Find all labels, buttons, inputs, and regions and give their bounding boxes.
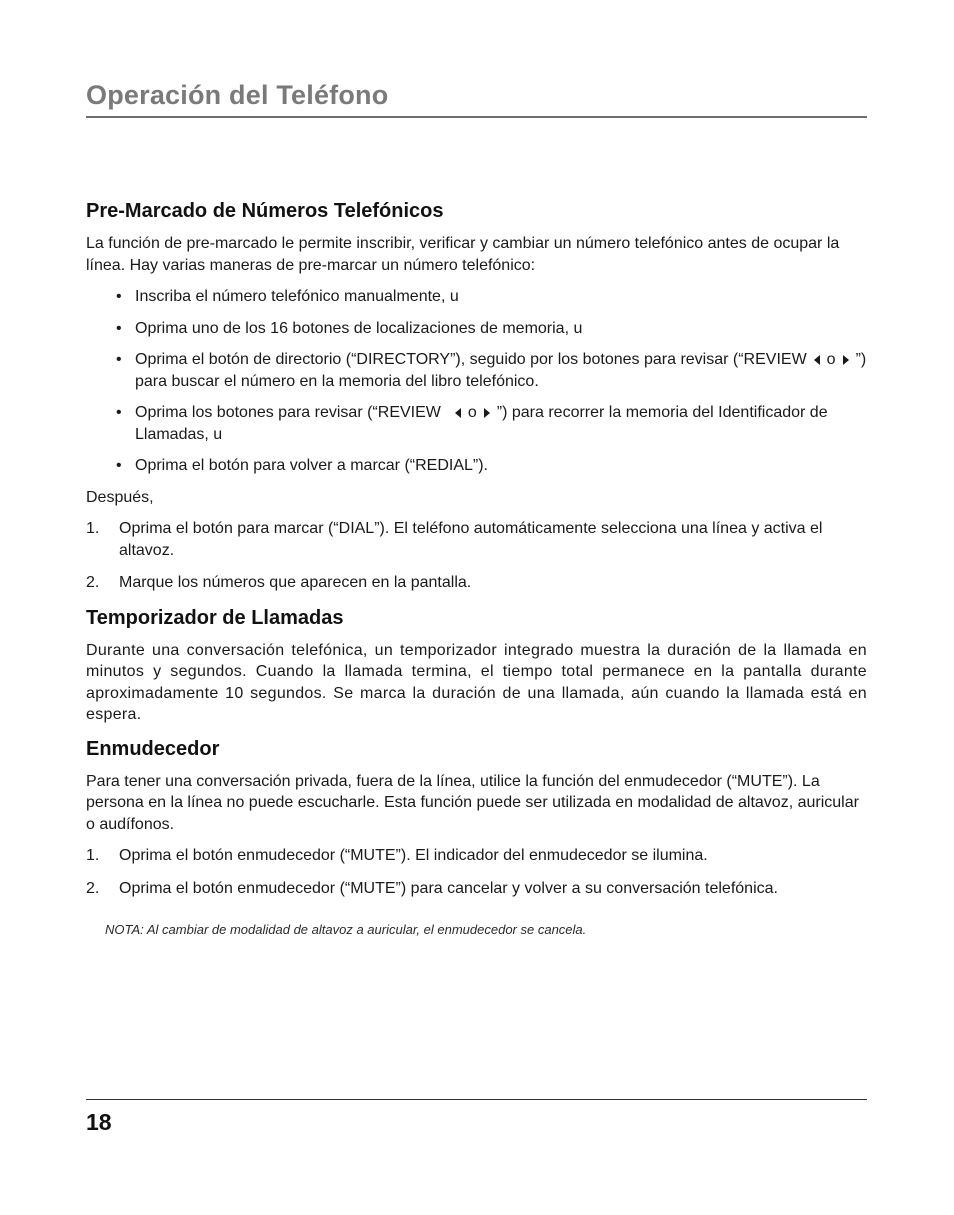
bullet-text: Oprima uno de los 16 botones de localizaciones de memoria, u [135, 319, 583, 337]
review-left-arrow-icon [455, 408, 461, 418]
bullet-item [116, 349, 867, 392]
step-item [86, 518, 867, 561]
step-item [86, 878, 867, 900]
bullet-text: Oprima el botón de directorio (“DIRECTORY”), seguido por los botones para revisar (“REVIEW [135, 351, 807, 368]
after-label: Después, [86, 488, 154, 506]
page-content [86, 198, 867, 941]
step-text: Oprima el botón para marcar (“DIAL”). El teléfono automáticamente selecciona una línea y activa el altavoz. [119, 520, 823, 559]
bullet-text: ”) para recorrer la memoria del Identificador de Llamadas, u [135, 404, 828, 443]
section-heading-enmudecedor: Enmudecedor [86, 737, 220, 760]
section-temporizador [86, 605, 867, 726]
section-heading-temporizador: Temporizador de Llamadas [86, 606, 344, 629]
premarcado-bullet-list [86, 286, 867, 477]
page-title: Operación del Teléfono [86, 80, 389, 110]
step-text: Oprima el botón enmudecedor (“MUTE”). El indicador del enmudecedor se ilumina. [119, 847, 708, 864]
review-right-arrow-icon [484, 408, 490, 418]
step-number: 1. [86, 520, 100, 537]
bullet-item [116, 286, 867, 308]
step-number: 2. [86, 879, 100, 897]
review-left-arrow-icon [814, 355, 820, 365]
step-text: Oprima el botón enmudecedor (“MUTE”) para cancelar y volver a su conversación telefónica. [119, 879, 778, 897]
bullet-text: o [826, 351, 836, 368]
bullet-item [116, 318, 867, 340]
page-number: 18 [86, 1109, 112, 1135]
bullet-text: o [467, 404, 477, 421]
bullet-text: ”) para buscar el número en la memoria del libro telefónico. [135, 351, 867, 390]
temporizador-body: Durante una conversación telefónica, un temporizador integrado muestra la duración de la llamada en minutos y segundos. Cuando la llamada termina, el tiempo total permanece en la pantalla durante aproximadamente 10 segundos. Se marca la duración de una llamada, aún cuando la llamada está en espera. [86, 641, 867, 723]
review-right-arrow-icon [843, 355, 849, 365]
premarcado-intro: La función de pre-marcado le permite inscribir, verificar y cambiar un número telefónico antes de ocupar la línea. Hay varias maneras de pre-marcar un número telefónico: [86, 235, 840, 274]
bullet-text: Oprima los botones para revisar (“REVIEW [135, 404, 441, 421]
title-divider [86, 116, 867, 118]
premarcado-steps [86, 518, 867, 594]
bullet-item [116, 455, 867, 477]
bullet-dot: • [116, 351, 122, 368]
section-enmudecedor [86, 736, 867, 941]
bullet-dot: • [116, 288, 122, 305]
bullet-dot: • [116, 319, 122, 337]
note-text: NOTA: Al cambiar de modalidad de altavoz a auricular, el enmudecedor se cancela. [105, 922, 587, 937]
bullet-dot: • [116, 404, 122, 421]
footer-divider [86, 1099, 867, 1100]
bullet-dot: • [116, 457, 122, 474]
step-item [86, 572, 867, 594]
enmudecedor-body: Para tener una conversación privada, fuera de la línea, utilice la función del enmudecedor (“MUTE”). La persona en la línea no puede escucharle. Esta función puede ser utilizada en modalidad de altavoz, auricular o audífonos. [86, 772, 859, 833]
step-text: Marque los números que aparecen en la pantalla. [119, 574, 472, 591]
section-heading-premarcado: Pre-Marcado de Números Telefónicos [86, 200, 444, 222]
bullet-item [116, 402, 867, 445]
step-item [86, 845, 867, 867]
bullet-text: Oprima el botón para volver a marcar (“REDIAL”). [135, 457, 488, 474]
enmudecedor-steps [86, 845, 867, 899]
section-premarcado [86, 198, 867, 594]
step-number: 1. [86, 847, 100, 864]
bullet-text: Inscriba el número telefónico manualmente, u [135, 288, 459, 305]
step-number: 2. [86, 574, 100, 591]
